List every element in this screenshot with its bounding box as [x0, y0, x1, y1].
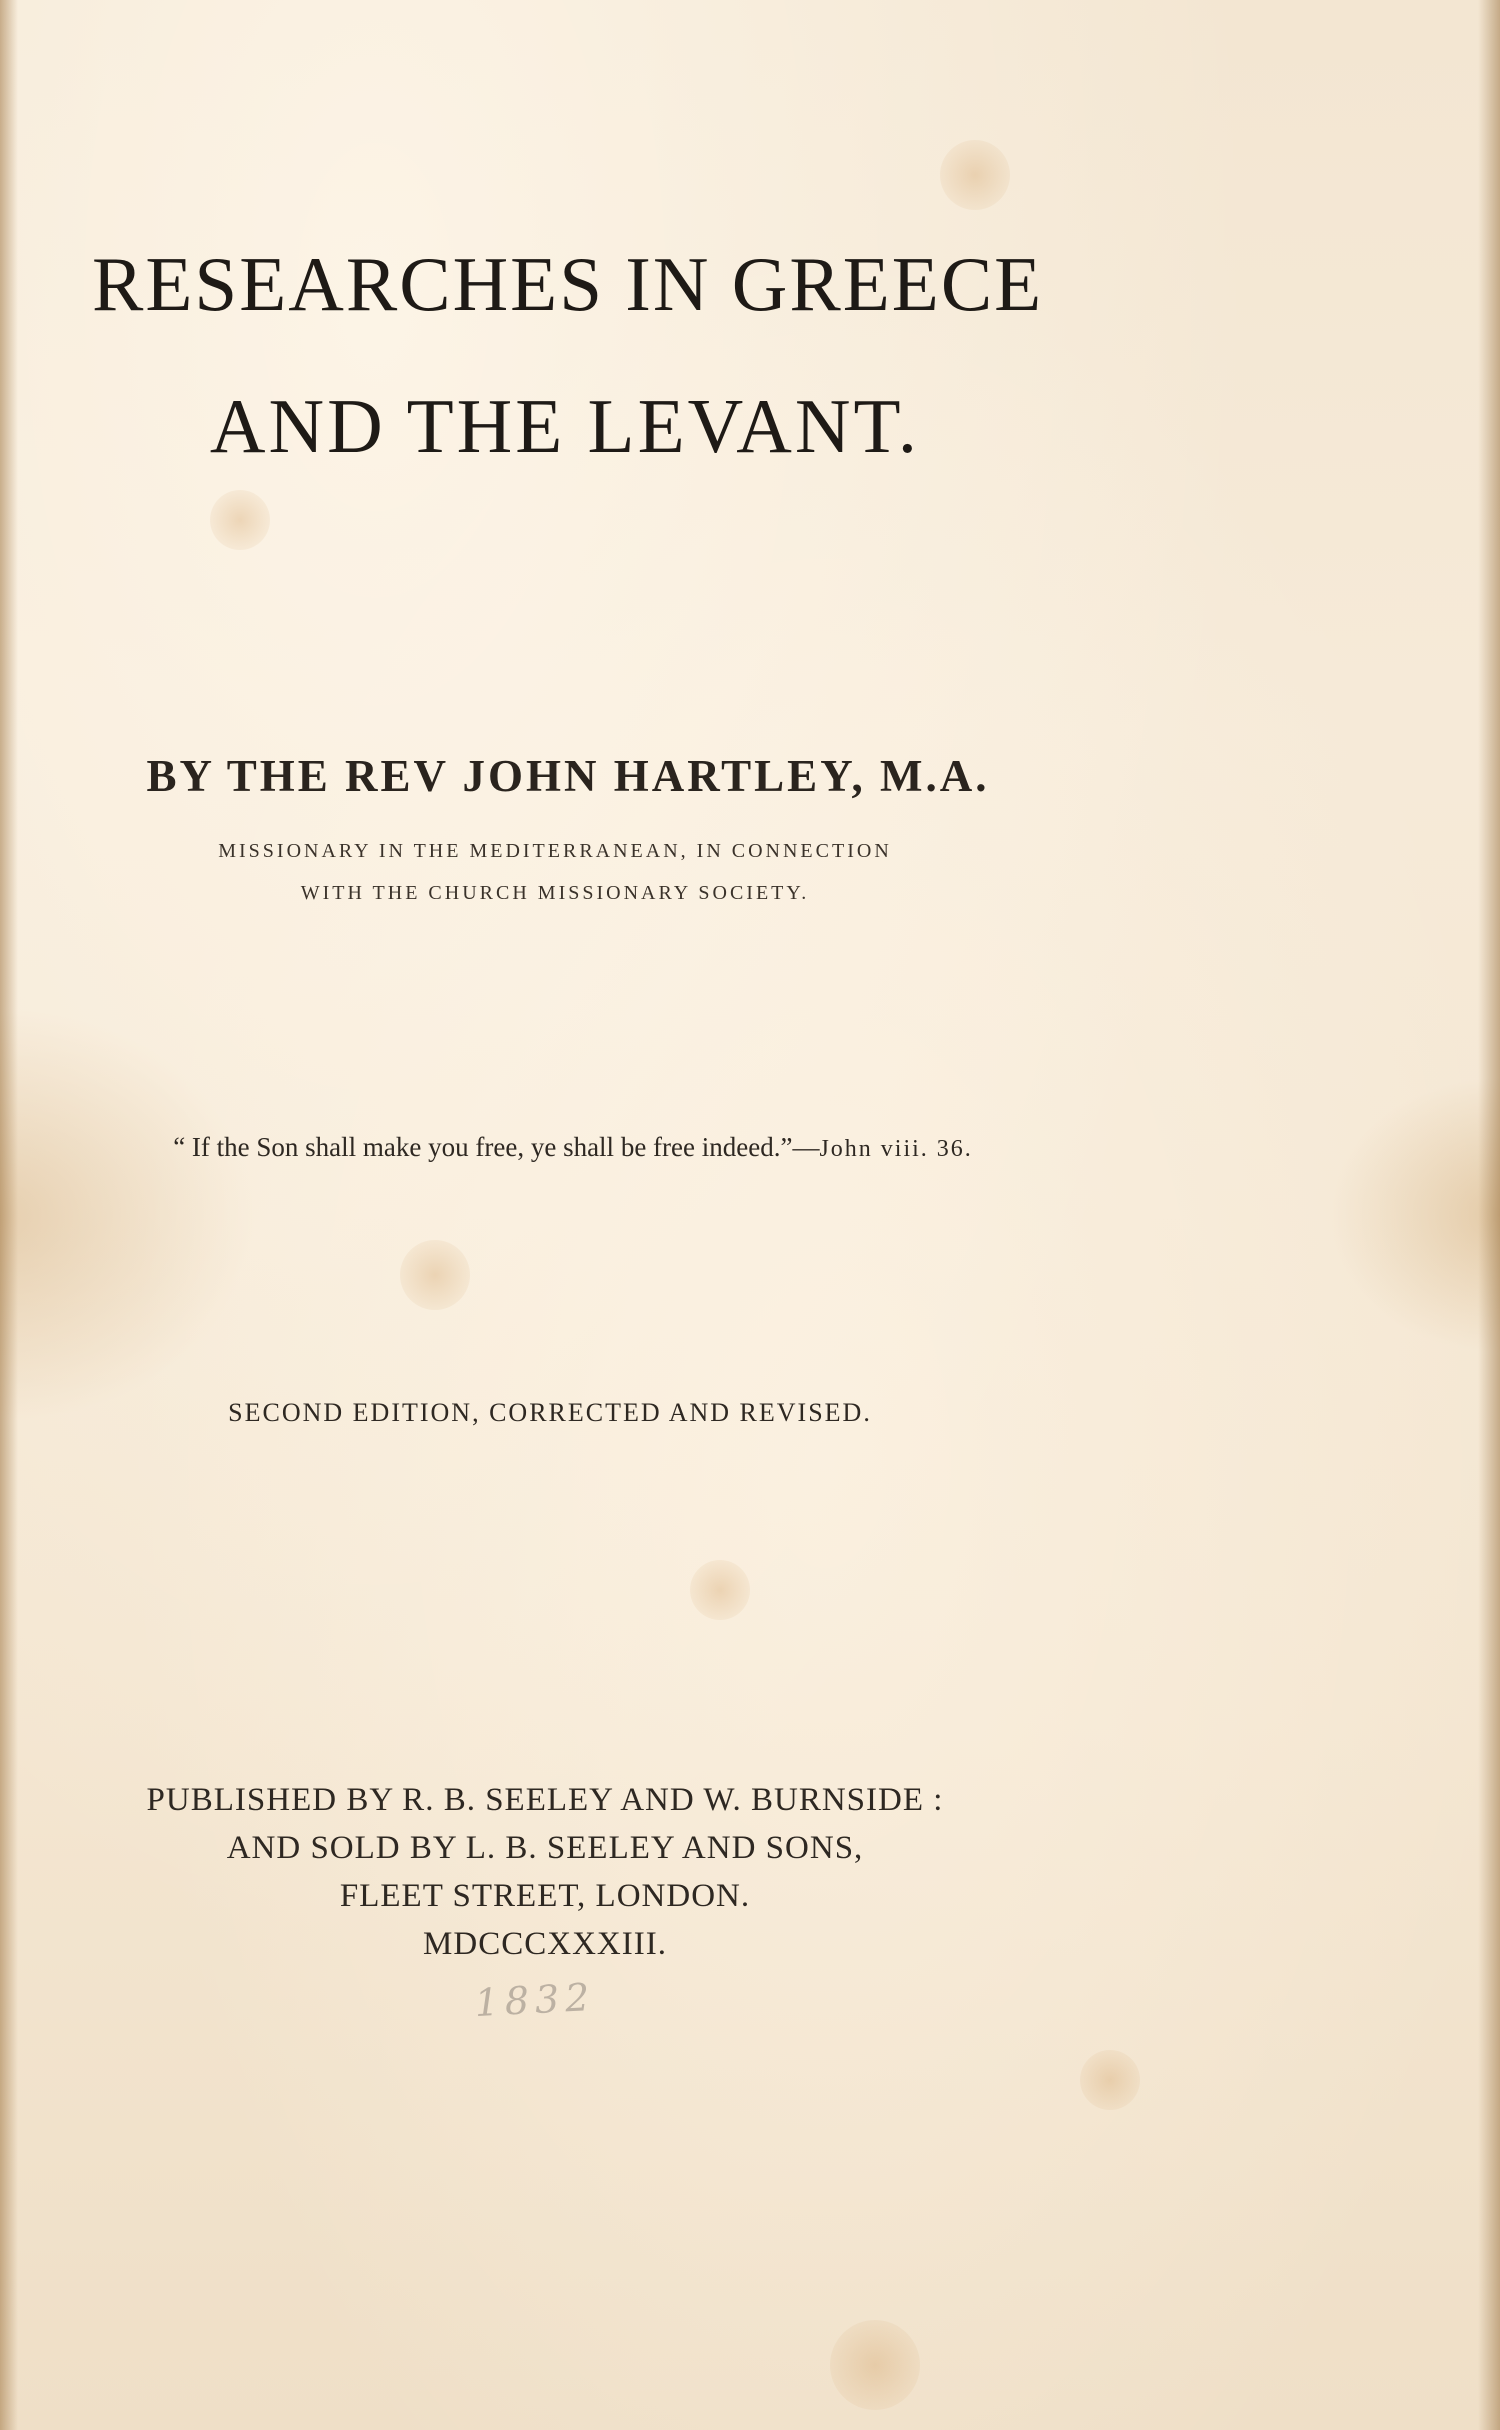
title-line-1: RESEARCHES IN GREECE — [92, 241, 1044, 327]
foxing-spot — [940, 140, 1010, 210]
author-line: BY THE REV JOHN HARTLEY, M.A. — [146, 751, 990, 801]
edition-statement: SECOND EDITION, CORRECTED AND REVISED. — [228, 1398, 872, 1427]
epigraph-quote: “ If the Son shall make you free, ye shall be free indeed.”— — [173, 1132, 820, 1162]
foxing-spot — [210, 490, 270, 550]
imprint-line-1: PUBLISHED BY R. B. SEELEY AND W. BURNSIDE : — [146, 1782, 944, 1818]
foxing-spot — [690, 1560, 750, 1620]
page-right-edge — [1478, 0, 1500, 2430]
imprint-date: MDCCCXXXIII. — [423, 1926, 667, 1962]
imprint-line-3: FLEET STREET, LONDON. — [339, 1878, 751, 1914]
page-left-edge — [0, 0, 18, 2430]
epigraph-reference: John viii. 36. — [819, 1136, 973, 1162]
affiliation-line-2: WITH THE CHURCH MISSIONARY SOCIETY. — [300, 882, 810, 904]
foxing-spot — [400, 1240, 470, 1310]
title-line-2: AND THE LEVANT. — [209, 383, 921, 469]
foxing-spot — [830, 2320, 920, 2410]
imprint-line-2: AND SOLD BY L. B. SEELEY AND SONS, — [226, 1830, 864, 1866]
epigraph — [78, 1132, 1068, 1163]
handwritten-year-annotation: 1832 — [473, 1974, 597, 2026]
foxing-spot — [1080, 2050, 1140, 2110]
affiliation-line-1: MISSIONARY IN THE MEDITERRANEAN, IN CONNECTION — [218, 840, 892, 862]
